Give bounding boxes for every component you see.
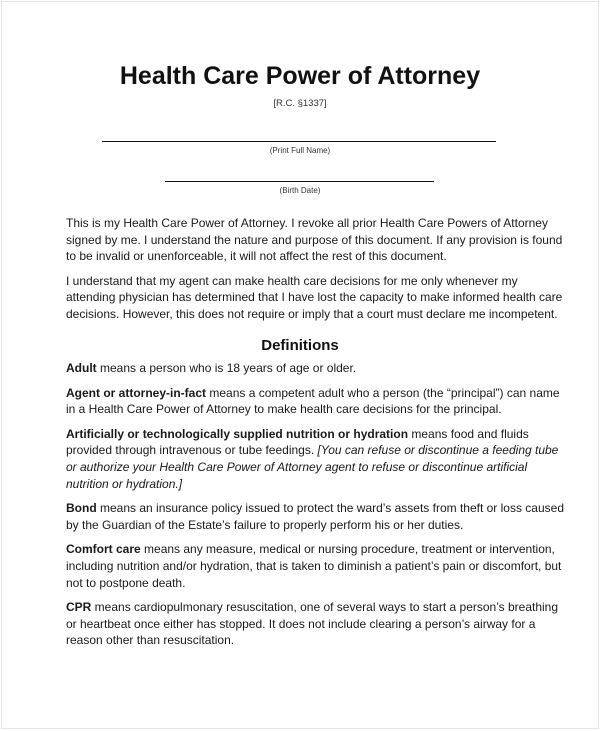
definition-text: means a competent adult who a person (the “principal”) can name in a Health Care Power of Attorney to make health care decisions for the principal. — [66, 385, 560, 417]
definition-text: means food and fluids provided through intravenous or tube feedings. — [66, 426, 529, 458]
definitions-heading: Definitions — [261, 337, 339, 354]
definition-item — [66, 500, 566, 533]
definition-text: means cardiopulmonary resuscitation, one of several ways to start a person’s breathing or heartbeat once either has stopped. It does not include clearing a person’s airway for a reason other than resuscitation. — [66, 600, 559, 648]
definition-item — [66, 426, 566, 492]
definition-term: Comfort care — [66, 542, 141, 557]
definition-text: means an insurance policy issued to protect the ward’s assets from theft or loss caused by the Guardian of the Estate’s failure to properly perform his or her duties. — [66, 501, 564, 532]
definition-item — [66, 599, 566, 649]
definition-term: Artificially or technologically supplied nutrition or hydration — [66, 426, 409, 441]
definition-text: means any measure, medical or nursing procedure, treatment or intervention, including nutrition and/or hydration, that is taken to diminish a patient’s pain or discomfort, but not to postpone death. — [66, 542, 562, 590]
full-name-line[interactable] — [102, 141, 496, 142]
document-title: Health Care Power of Attorney — [119, 62, 481, 90]
intro-paragraph: This is my Health Care Power of Attorney. I revoke all prior Health Care Powers of Attorney signed by me. I understand the nature and purpose of this document. If any provision is found to be invalid or unenforceable, it will not affect the rest of this document. — [66, 216, 563, 264]
full-name-label: (Print Full Name) — [269, 146, 331, 155]
intro-section — [66, 215, 566, 331]
definition-item — [66, 385, 566, 418]
statute-reference: [R.C. §1337] — [273, 98, 327, 109]
document-page — [1, 1, 599, 729]
intro-paragraph: I understand that my agent can make health care decisions for me only whenever my attending physician has determined that I have lost the capacity to make informed health care decisions. However, this does not require or imply that a court must declare me incompetent. — [66, 273, 563, 321]
birth-date-label: (Birth Date) — [279, 186, 321, 195]
definition-item — [66, 360, 566, 377]
definition-term: Agent or attorney-in-fact — [66, 385, 207, 400]
definition-item — [66, 541, 566, 591]
birth-date-line[interactable] — [165, 181, 434, 182]
definition-term: CPR — [66, 600, 92, 615]
definition-term: Adult — [66, 361, 97, 375]
definitions-list — [66, 360, 566, 657]
definition-note: [You can refuse or discontinue a feeding tube or authorize your Health Care Power of Attorney agent to refuse or discontinue artificial nutrition or hydration.] — [66, 443, 559, 491]
definition-term: Bond — [66, 501, 97, 516]
definition-text: means a person who is 18 years of age or older. — [96, 361, 357, 375]
